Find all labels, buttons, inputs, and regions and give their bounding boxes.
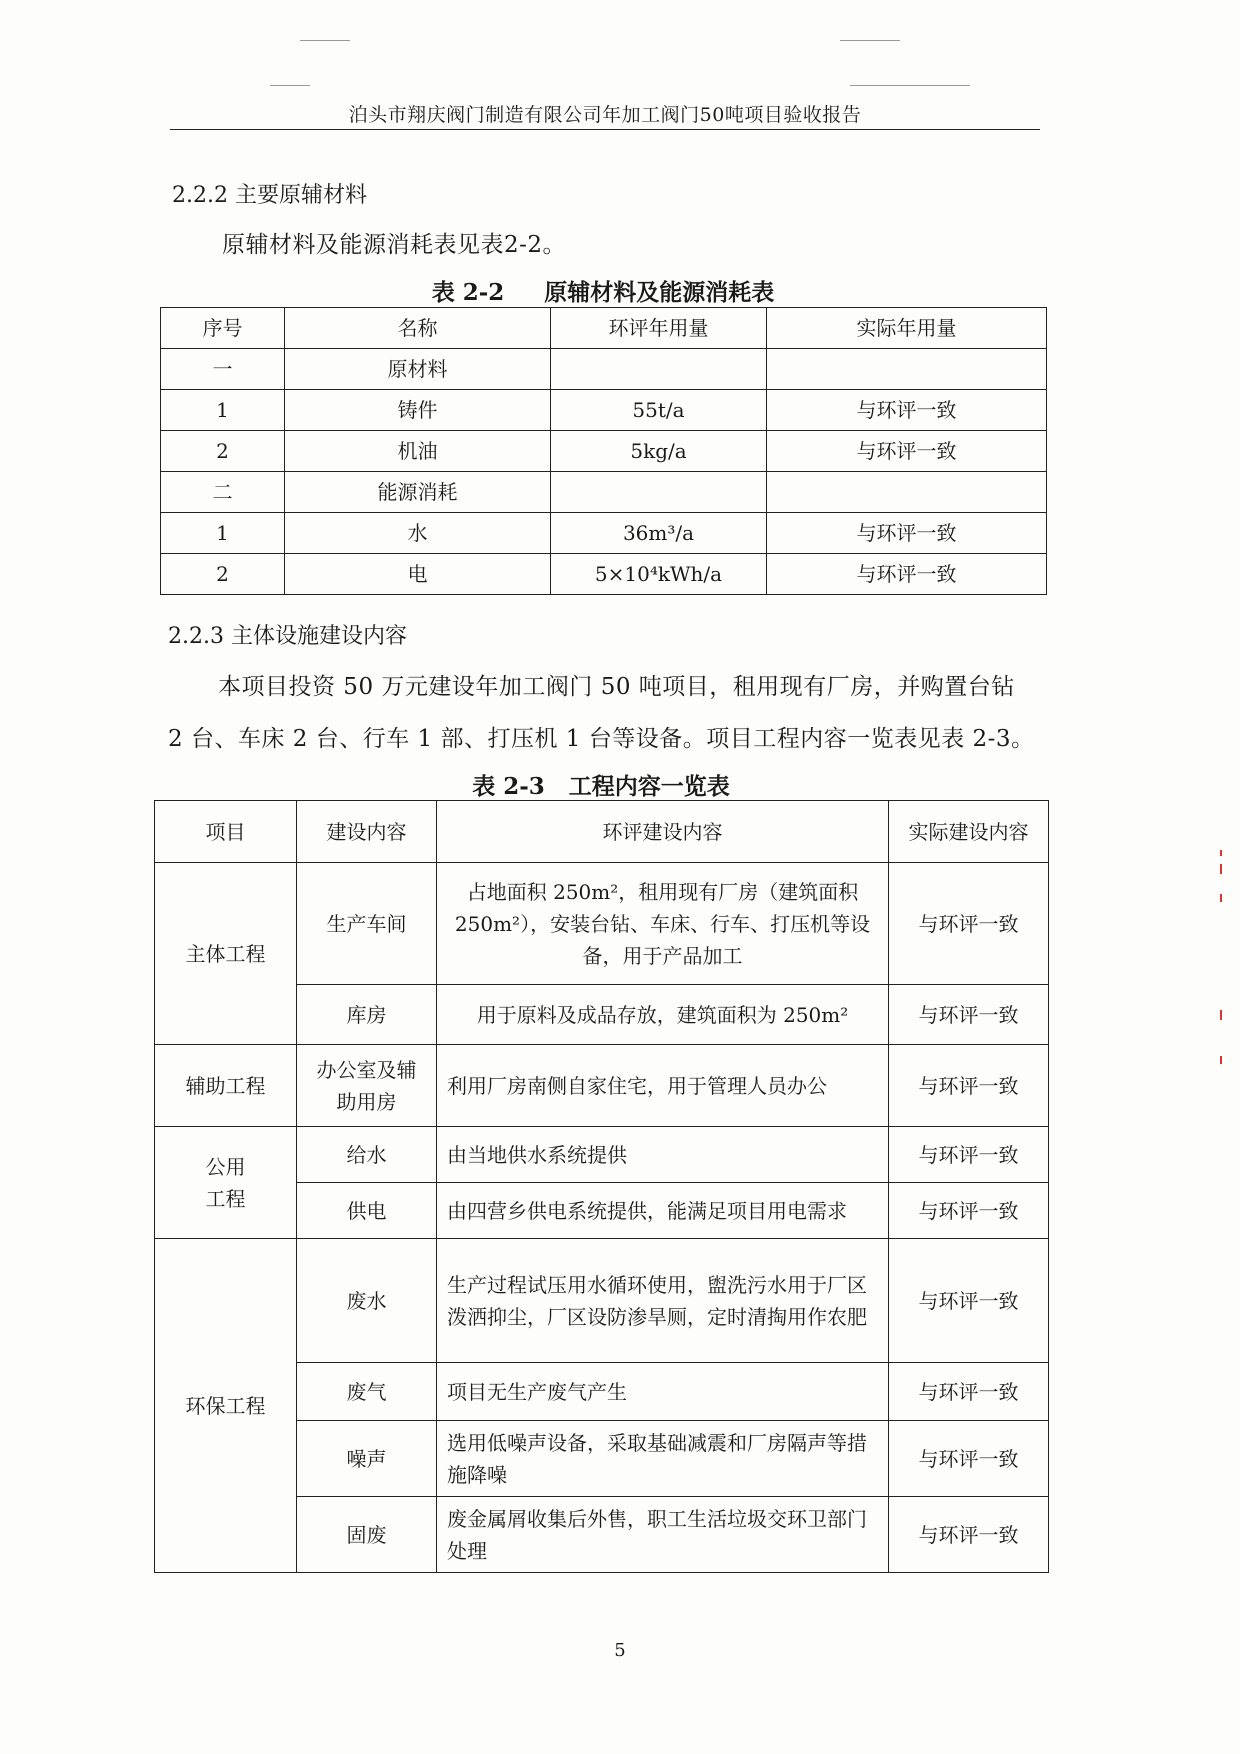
table-cell: 55t/a <box>551 390 767 431</box>
table-row <box>161 513 1047 554</box>
table-cell: 与环评一致 <box>889 1183 1049 1239</box>
table-cell: 生产车间 <box>297 863 437 985</box>
table-header-row <box>155 801 1049 863</box>
table-cell: 机油 <box>285 431 551 472</box>
header-cell: 实际建设内容 <box>889 801 1049 863</box>
group-cell-aux: 辅助工程 <box>155 1045 297 1127</box>
table-row <box>155 1127 1049 1183</box>
table-cell: 与环评一致 <box>889 985 1049 1045</box>
section-223-paragraph-line1: 本项目投资 50 万元建设年加工阀门 50 吨项目，租用现有厂房，并购置台钻 <box>218 674 1015 700</box>
table-cell: 与环评一致 <box>767 554 1047 595</box>
table-cell <box>551 472 767 513</box>
table-cell <box>767 472 1047 513</box>
scan-artifact <box>1220 894 1222 902</box>
table-cell: 给水 <box>297 1127 437 1183</box>
header-cell: 序号 <box>161 308 285 349</box>
table-cell: 与环评一致 <box>889 1239 1049 1363</box>
page-number: 5 <box>614 1640 626 1661</box>
table-cell: 占地面积 250m²，租用现有厂房（建筑面积 250m²），安装台钻、车床、行车、打压机等设备，用于产品加工 <box>437 863 889 985</box>
table-cell: 用于原料及成品存放，建筑面积为 250m² <box>437 985 889 1045</box>
table-22-caption-label: 表 2-2 <box>431 279 505 306</box>
table-cell: 由四营乡供电系统提供，能满足项目用电需求 <box>437 1183 889 1239</box>
section-223-paragraph-line2: 2 台、车床 2 台、行车 1 部、打压机 1 台等设备。项目工程内容一览表见表 2-3。 <box>168 726 1035 752</box>
header-cell: 项目 <box>155 801 297 863</box>
table-cell: 一 <box>161 349 285 390</box>
table-cell: 与环评一致 <box>889 1045 1049 1127</box>
table-cell: 二 <box>161 472 285 513</box>
scan-artifact <box>1220 1056 1222 1064</box>
table-row <box>155 1239 1049 1363</box>
table-cell: 利用厂房南侧自家住宅，用于管理人员办公 <box>437 1045 889 1127</box>
table-cell: 与环评一致 <box>889 1421 1049 1497</box>
header-cell: 建设内容 <box>297 801 437 863</box>
table-cell: 由当地供水系统提供 <box>437 1127 889 1183</box>
running-header: 泊头市翔庆阀门制造有限公司年加工阀门50吨项目验收报告 <box>348 104 862 126</box>
table-cell: 能源消耗 <box>285 472 551 513</box>
section-222-paragraph: 原辅材料及能源消耗表见表2-2。 <box>222 232 567 258</box>
scan-artifact <box>300 40 350 41</box>
header-cell: 环评年用量 <box>551 308 767 349</box>
table-cell: 与环评一致 <box>767 513 1047 554</box>
table-cell: 5kg/a <box>551 431 767 472</box>
scan-artifact <box>1220 1010 1222 1020</box>
table-22-caption-title: 原辅材料及能源消耗表 <box>544 279 775 306</box>
table-cell: 选用低噪声设备，采取基础减震和厂房隔声等措施降噪 <box>437 1421 889 1497</box>
table-cell: 固废 <box>297 1497 437 1573</box>
table-row <box>161 472 1047 513</box>
table-cell: 废水 <box>297 1239 437 1363</box>
header-cell: 环评建设内容 <box>437 801 889 863</box>
table-cell: 铸件 <box>285 390 551 431</box>
table-cell: 2 <box>161 431 285 472</box>
table-cell: 原材料 <box>285 349 551 390</box>
table-cell: 1 <box>161 390 285 431</box>
table-cell: 与环评一致 <box>889 1363 1049 1421</box>
table-cell: 废金属屑收集后外售，职工生活垃圾交环卫部门处理 <box>437 1497 889 1573</box>
table-cell: 与环评一致 <box>889 1497 1049 1573</box>
table-row <box>155 863 1049 985</box>
table-header-row <box>161 308 1047 349</box>
table-cell: 2 <box>161 554 285 595</box>
table-cell: 5×10⁴kWh/a <box>551 554 767 595</box>
scan-artifact <box>840 40 900 41</box>
group-cell-public: 公用 工程 <box>155 1127 297 1239</box>
table-row <box>155 1045 1049 1127</box>
table-cell: 供电 <box>297 1183 437 1239</box>
table-cell: 与环评一致 <box>889 1127 1049 1183</box>
scan-artifact <box>270 85 310 86</box>
table-cell: 1 <box>161 513 285 554</box>
table-cell: 电 <box>285 554 551 595</box>
table-cell: 库房 <box>297 985 437 1045</box>
table-cell <box>551 349 767 390</box>
table-cell <box>767 349 1047 390</box>
table-cell: 水 <box>285 513 551 554</box>
table-row <box>161 554 1047 595</box>
table-23-caption-title: 工程内容一览表 <box>568 773 730 800</box>
table-cell: 与环评一致 <box>767 390 1047 431</box>
section-heading-223: 2.2.3 主体设施建设内容 <box>168 624 407 649</box>
table-cell: 生产过程试压用水循环使用，盥洗污水用于厂区泼洒抑尘，厂区设防渗旱厕，定时清掏用作农肥 <box>437 1239 889 1363</box>
header-cell: 名称 <box>285 308 551 349</box>
table-row <box>161 390 1047 431</box>
table-cell: 办公室及辅助用房 <box>297 1045 437 1127</box>
table-23-caption <box>154 768 1048 801</box>
table-cell: 噪声 <box>297 1421 437 1497</box>
table-cell: 项目无生产废气产生 <box>437 1363 889 1421</box>
scan-artifact <box>1220 864 1222 874</box>
header-cell: 实际年用量 <box>767 308 1047 349</box>
materials-energy-table <box>160 307 1047 595</box>
table-cell: 36m³/a <box>551 513 767 554</box>
scan-artifact <box>1220 850 1222 856</box>
group-cell-main: 主体工程 <box>155 863 297 1045</box>
table-22-caption <box>160 274 1046 307</box>
project-content-table <box>154 800 1049 1573</box>
table-row <box>161 431 1047 472</box>
group-cell-env: 环保工程 <box>155 1239 297 1573</box>
table-cell: 与环评一致 <box>889 863 1049 985</box>
table-23-caption-label: 表 2-3 <box>472 773 545 800</box>
table-cell: 与环评一致 <box>767 431 1047 472</box>
scan-artifact <box>850 85 970 86</box>
section-heading-222: 2.2.2 主要原辅材料 <box>172 183 367 208</box>
table-row <box>161 349 1047 390</box>
header-rule <box>170 129 1040 130</box>
table-cell: 废气 <box>297 1363 437 1421</box>
